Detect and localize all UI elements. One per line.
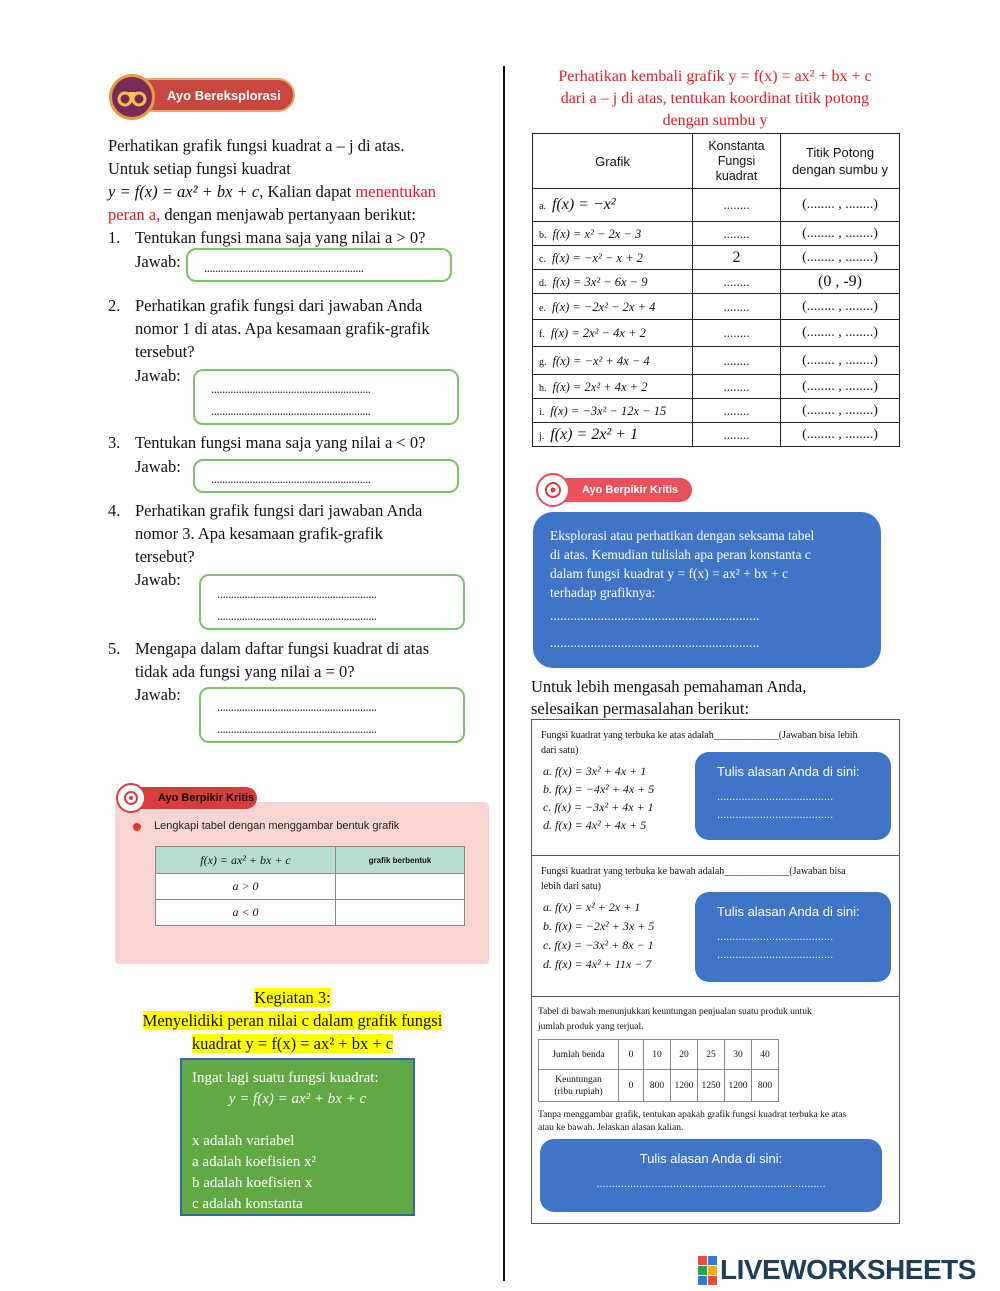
critical-badge-left-label: Ayo Berpikir Kritis [158, 792, 255, 804]
problem-3-text1: Tabel di bawah menunjukkan keuntungan penjualan suatu produk untuk [538, 1007, 812, 1017]
reason-box-2-title: Tulis alasan Anda di sini: [717, 904, 860, 919]
intro-red-1: menentukan [355, 182, 437, 201]
row-function [533, 189, 693, 222]
row-intercept[interactable]: (........ , ........) [781, 399, 900, 423]
table-row [533, 246, 900, 270]
q1-jawab: Jawab: [135, 252, 181, 271]
q1-text: Tentukan fungsi mana saja yang nilai a > 0? [135, 228, 426, 247]
practice-line1: Untuk lebih mengasah pemahaman Anda, [531, 677, 807, 696]
row-label: d. [539, 277, 547, 289]
row-formula: f(x) = 3x² − 6x − 9 [552, 274, 648, 289]
profit-table [538, 1039, 779, 1102]
intro-line4-rest: dengan menjawab pertanyaan berikut: [160, 205, 416, 224]
problem-2-option[interactable]: c. f(x) = −3x² + 8x − 1 [543, 938, 654, 952]
kegiatan-heading [100, 986, 485, 1055]
kegiatan-title: Kegiatan 3: [254, 988, 331, 1007]
reminder-formula: y = f(x) = ax² + bx + c [228, 1091, 367, 1107]
critical-bullet-icon [133, 823, 141, 831]
q4-line1: Perhatikan grafik fungsi dari jawaban Anda [135, 501, 423, 520]
row-function [533, 375, 693, 399]
row-formula: f(x) = x² − 2x − 3 [552, 226, 642, 241]
q1-num: 1. [108, 228, 121, 247]
q4-line2: nomor 3. Apa kesamaan grafik-grafik [135, 524, 383, 543]
profit-cell: 1250 [698, 1070, 725, 1102]
row-constant[interactable]: ........ [693, 222, 781, 246]
row-function [533, 246, 693, 270]
q3-text: Tentukan fungsi mana saja yang nilai a < 0? [135, 433, 426, 452]
row-formula: f(x) = 2x² − 4x + 2 [550, 326, 646, 340]
problem-3-text2: jumlah produk yang terjual. [538, 1022, 644, 1032]
question-5 [108, 637, 488, 681]
q2-line3: tersebut? [135, 342, 195, 361]
q2-num: 2. [108, 296, 121, 315]
row-constant[interactable]: ........ [693, 347, 781, 375]
reminder-a: a adalah koefisien x² [192, 1154, 317, 1170]
row-label: i. [539, 406, 545, 418]
answer-dots: .......................................................... [211, 471, 371, 486]
explore-badge [113, 78, 295, 112]
intro-formula: y = f(x) = ax² + bx + c [108, 182, 260, 201]
profit-row1-label: Jumlah benda [539, 1040, 619, 1070]
critical-row-label: a < 0 [156, 900, 336, 926]
row-function [533, 399, 693, 423]
table-row [533, 423, 900, 447]
table-row [533, 189, 900, 222]
answer-dots: .......................................................... [217, 721, 377, 736]
question-2 [108, 294, 488, 361]
answer-box-4[interactable] [199, 574, 465, 630]
table-head-konstanta: Konstanta Fungsi kuadrat [693, 134, 781, 189]
row-label: b. [539, 229, 547, 241]
answer-dots: .......................................................... [217, 608, 377, 623]
intro-text [108, 134, 488, 226]
problem-1-option[interactable]: b. f(x) = −4x² + 4x + 5 [543, 782, 655, 796]
q5-line2: tidak ada fungsi yang nilai a = 0? [135, 662, 355, 681]
explore-c-line3: dalam fungsi kuadrat y = f(x) = ax² + bx + c [550, 566, 789, 581]
q3-num: 3. [108, 433, 121, 452]
table-head-titik: Titik Potong dengan sumbu y [781, 134, 900, 189]
row-intercept[interactable]: (........ , ........) [781, 423, 900, 447]
profit-cell: 1200 [671, 1070, 698, 1102]
q2-jawab: Jawab: [135, 366, 181, 385]
row-function [533, 423, 693, 447]
row-label: j. [539, 430, 545, 442]
row-intercept[interactable]: (........ , ........) [781, 246, 900, 270]
row-formula: f(x) = −x² − x + 2 [551, 250, 643, 265]
brand-text: LIVEWORKSHEETS [720, 1254, 976, 1285]
brand-logo [698, 1255, 976, 1285]
problem-2-text1: Fungsi kuadrat yang terbuka ke bawah adalah_____________(Jawaban bisa [541, 866, 846, 877]
right-heading-1: Perhatikan kembali grafik y = f(x) = ax² + bx + c [558, 68, 872, 85]
critical-badge-right [542, 478, 692, 502]
brand-icon [698, 1256, 717, 1285]
problem-1-option[interactable]: d. f(x) = 4x² + 4x + 5 [543, 818, 647, 832]
intro-red-2: peran a, [108, 205, 161, 224]
problem-2-text2: lebih dari satu) [541, 881, 601, 892]
reason-box-1-dots: ...................................... [717, 791, 834, 803]
problem-3-after2: atau ke bawah. Jelaskan alasan kalian. [538, 1123, 684, 1133]
reminder-line1: Ingat lagi suatu fungsi kuadrat: [192, 1070, 379, 1086]
answer-dots: .......................................................... [217, 586, 377, 601]
row-constant[interactable]: ........ [693, 399, 781, 423]
q3-jawab: Jawab: [135, 457, 181, 476]
table-row [533, 270, 900, 294]
row-intercept[interactable]: (........ , ........) [781, 347, 900, 375]
problem-2-option[interactable]: d. f(x) = 4x² + 11x − 7 [543, 957, 652, 971]
reminder-c: c adalah konstanta [192, 1196, 303, 1212]
explore-c-box [533, 512, 881, 668]
row-label: c. [539, 253, 546, 265]
answer-box-1[interactable] [186, 248, 452, 282]
row-label: h. [539, 382, 547, 394]
practice-line2: selesaikan permasalahan berikut: [531, 699, 750, 718]
profit-row2-label-2: (ribu rupiah) [554, 1086, 603, 1097]
row-intercept[interactable]: (........ , ........) [781, 222, 900, 246]
table-row [533, 294, 900, 320]
brain-icon [116, 783, 146, 813]
row-function [533, 347, 693, 375]
row-formula: f(x) = 2x² + 1 [550, 425, 638, 443]
answer-box-2[interactable] [193, 369, 459, 425]
table-head-grafik: Grafik [533, 134, 693, 189]
problem-1-option[interactable]: c. f(x) = −3x² + 4x + 1 [543, 800, 654, 814]
critical-table-head-2: grafik berbentuk [336, 847, 465, 874]
row-function [533, 294, 693, 320]
reason-box-1-dots: ...................................... [717, 809, 834, 821]
row-formula: f(x) = 2x² + 4x + 2 [552, 379, 648, 394]
intercept-table [532, 133, 900, 447]
intro-line3-rest: , Kalian dapat [259, 182, 356, 201]
reason-box-3[interactable] [540, 1139, 882, 1212]
problem-1-text2: dari satu) [541, 745, 579, 756]
critical-table-head-1: f(x) = ax² + bx + c [156, 847, 336, 874]
kegiatan-line2: Menyelidiki peran nilai c dalam grafik fungsi [142, 1011, 443, 1030]
table-row [533, 222, 900, 246]
row-constant[interactable]: ........ [693, 375, 781, 399]
brain-icon [536, 473, 570, 507]
profit-cell: 40 [752, 1040, 779, 1070]
question-1 [108, 226, 488, 249]
answer-dots: .......................................................... [211, 381, 371, 396]
critical-badge-right-label: Ayo Berpikir Kritis [582, 484, 679, 496]
q4-num: 4. [108, 501, 121, 520]
table-row [533, 320, 900, 347]
row-intercept[interactable]: (........ , ........) [781, 375, 900, 399]
q4-line3: tersebut? [135, 547, 195, 566]
row-formula: f(x) = −2x² − 2x + 4 [551, 299, 656, 314]
row-constant[interactable]: ........ [693, 270, 781, 294]
reason-box-2[interactable] [695, 892, 891, 982]
reminder-box [180, 1058, 415, 1216]
answer-box-3[interactable] [193, 459, 459, 493]
row-intercept[interactable]: (........ , ........) [781, 189, 900, 222]
q4-jawab: Jawab: [135, 570, 181, 589]
explore-c-answer-1[interactable]: .............................................................. [550, 608, 760, 623]
critical-badge-left [122, 787, 257, 809]
row-constant[interactable]: ........ [693, 320, 781, 347]
explore-c-answer-2[interactable]: .............................................................. [550, 635, 760, 650]
row-function [533, 222, 693, 246]
row-function [533, 320, 693, 347]
reason-box-2-dots: ...................................... [717, 931, 834, 943]
row-function [533, 270, 693, 294]
kegiatan-line3: kuadrat y = f(x) = ax² + bx + c [191, 1034, 394, 1053]
profit-cell: 30 [725, 1040, 752, 1070]
reason-box-2-dots: ...................................... [717, 949, 834, 961]
row-constant[interactable]: ........ [693, 423, 781, 447]
explore-badge-label: Ayo Bereksplorasi [167, 87, 281, 103]
problem-1 [531, 719, 900, 856]
row-constant: 2 [693, 246, 781, 270]
problem-2-option[interactable]: a. f(x) = x² + 2x + 1 [543, 900, 641, 914]
profit-cell: 800 [752, 1070, 779, 1102]
problem-3 [531, 996, 900, 1224]
row-formula: f(x) = −x² + 4x − 4 [552, 353, 650, 368]
binoculars-icon [109, 74, 155, 120]
row-intercept[interactable]: (........ , ........) [781, 294, 900, 320]
profit-row2-label [539, 1070, 619, 1102]
row-intercept: (0 , -9) [781, 270, 900, 294]
table-row [533, 399, 900, 423]
row-constant[interactable]: ........ [693, 189, 781, 222]
row-intercept[interactable]: (........ , ........) [781, 320, 900, 347]
profit-cell: 25 [698, 1040, 725, 1070]
problem-1-text1: Fungsi kuadrat yang terbuka ke atas adalah_____________(Jawaban bisa lebih [541, 730, 858, 741]
table-row [533, 347, 900, 375]
critical-row-cell[interactable] [336, 900, 465, 926]
explore-c-line2: di atas. Kemudian tulislah apa peran konstanta c [550, 547, 811, 562]
reason-box-1-title: Tulis alasan Anda di sini: [717, 764, 860, 779]
column-divider [503, 66, 505, 1281]
problem-3-after1: Tanpa menggambar grafik, tentukan apakah grafik fungsi kuadrat terbuka ke atas [538, 1110, 847, 1120]
explore-c-line1: Eksplorasi atau perhatikan dengan seksama tabel [550, 528, 815, 543]
practice-intro [531, 676, 806, 720]
profit-cell: 800 [644, 1070, 671, 1102]
critical-shape-table [155, 846, 465, 926]
problem-2 [531, 855, 900, 997]
profit-cell: 0 [619, 1070, 644, 1102]
answer-box-5[interactable] [199, 687, 465, 743]
q2-line2: nomor 1 di atas. Apa kesamaan grafik-grafik [135, 319, 430, 338]
row-label: e. [539, 302, 546, 314]
q5-num: 5. [108, 639, 121, 658]
explore-c-line4: terhadap grafiknya: [550, 585, 656, 600]
row-label: g. [539, 356, 547, 368]
profit-cell: 0 [619, 1040, 644, 1070]
critical-row-cell[interactable] [336, 874, 465, 900]
reminder-b: b adalah koefisien x [192, 1175, 313, 1191]
intro-line2: Untuk setiap fungsi kuadrat [108, 159, 291, 178]
row-label: f. [539, 329, 545, 340]
table-row [533, 375, 900, 399]
answer-dots: .......................................................... [211, 403, 371, 418]
reason-box-3-dots: ........................................................................... [596, 1178, 826, 1190]
right-heading [520, 66, 910, 132]
profit-cell: 20 [671, 1040, 698, 1070]
row-formula: f(x) = −3x² − 12x − 15 [550, 403, 667, 418]
answer-dots: .......................................................... [217, 699, 377, 714]
critical-row-label: a > 0 [156, 874, 336, 900]
q5-line1: Mengapa dalam daftar fungsi kuadrat di atas [135, 639, 430, 658]
right-heading-3: dengan sumbu y [662, 112, 768, 129]
q5-jawab: Jawab: [135, 685, 181, 704]
question-4 [108, 499, 488, 566]
intro-line1: Perhatikan grafik fungsi kuadrat a – j di atas. [108, 136, 405, 155]
question-3 [108, 431, 488, 454]
reason-box-1[interactable] [695, 752, 891, 840]
critical-instruction: Lengkapi tabel dengan menggambar bentuk grafik [154, 820, 400, 832]
profit-cell: 1200 [725, 1070, 752, 1102]
problem-1-option[interactable]: a. f(x) = 3x² + 4x + 1 [543, 764, 647, 778]
profit-cell: 10 [644, 1040, 671, 1070]
reminder-x: x adalah variabel [192, 1133, 295, 1149]
row-label: a. [539, 201, 546, 212]
row-formula: f(x) = −x² [551, 196, 616, 213]
problem-2-option[interactable]: b. f(x) = −2x² + 3x + 5 [543, 919, 655, 933]
q2-line1: Perhatikan grafik fungsi dari jawaban Anda [135, 296, 423, 315]
right-heading-2: dari a – j di atas, tentukan koordinat titik potong [560, 90, 870, 107]
reason-box-3-title: Tulis alasan Anda di sini: [639, 1151, 783, 1166]
row-constant[interactable]: ........ [693, 294, 781, 320]
answer-dots: .......................................................... [204, 260, 364, 275]
profit-row2-label-1: Keuntungan [555, 1074, 602, 1085]
